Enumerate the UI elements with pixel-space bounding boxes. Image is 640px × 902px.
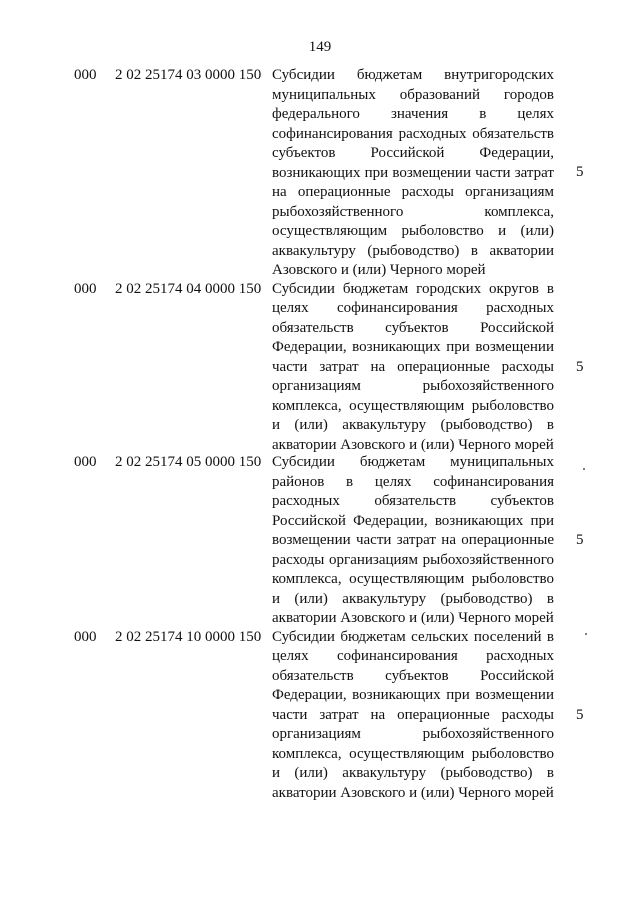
income-name-cell: Субсидии бюджетам сельских поселений в целях софинансирования расходных обязательств субъектов Российской Федерации, возникающих при возмещении части затрат на операционные расходы организациям рыбохозяйственного комплекса, осуществляющим рыболовство и (или) аквакультуру (рыбоводство) в акватории Азовского и (или) Черного морей (272, 628, 554, 801)
classification-code-cell: 2 02 25174 10 0000 150 (115, 628, 262, 645)
admin-code-cell: 000 (74, 454, 97, 470)
table-row (0, 628, 640, 804)
classification-code-cell: 2 02 25174 03 0000 150 (115, 67, 262, 83)
value-cell: 5 (576, 706, 584, 723)
budget-classification-table (0, 66, 640, 803)
classification-code-cell: 2 02 25174 05 0000 150 (115, 454, 262, 470)
value-cell: 5 (576, 164, 584, 180)
admin-code-cell: 000 (74, 67, 97, 83)
value-cell: 5 (576, 358, 584, 375)
admin-code-cell: 000 (74, 628, 97, 645)
scan-speck (583, 468, 585, 470)
income-name-cell: Субсидии бюджетам внутригородских муниципальных образований городов федерального значения в целях софинансирования расходных обязательств субъектов Российской Федерации, возникающих при возмещении части затрат на операционные расходы организациям рыбохозяйственного комплекса, осуществляющим рыболовство и (или) аквакультуру (рыбоводство) в акватории Азовского и (или) Черного морей (272, 67, 554, 278)
table-row (0, 280, 640, 456)
value-cell: 5 (576, 532, 584, 548)
table-row (0, 66, 640, 281)
income-name-cell: Субсидии бюджетам городских округов в целях софинансирования расходных обязательств субъектов Российской Федерации, возникающих при возмещении части затрат на операционные расходы организациям рыбохозяйственного комплекса, осуществляющим рыболовство и (или) аквакультуру (рыбоводство) в акватории Азовского и (или) Черного морей (272, 280, 554, 453)
page-number: 149 (308, 39, 332, 55)
admin-code-cell: 000 (74, 280, 97, 297)
classification-code-cell: 2 02 25174 04 0000 150 (115, 280, 262, 297)
scan-speck (585, 633, 587, 635)
income-name-cell: Субсидии бюджетам муниципальных районов в целях софинансирования расходных обязательств субъектов Российской Федерации, возникающих при возмещении части затрат на операционные расходы организациям рыбохозяйственного комплекса, осуществляющим рыболовство и (или) аквакультуру (рыбоводство) в акватории Азовского и (или) Черного морей (272, 454, 554, 626)
table-row (0, 453, 640, 629)
